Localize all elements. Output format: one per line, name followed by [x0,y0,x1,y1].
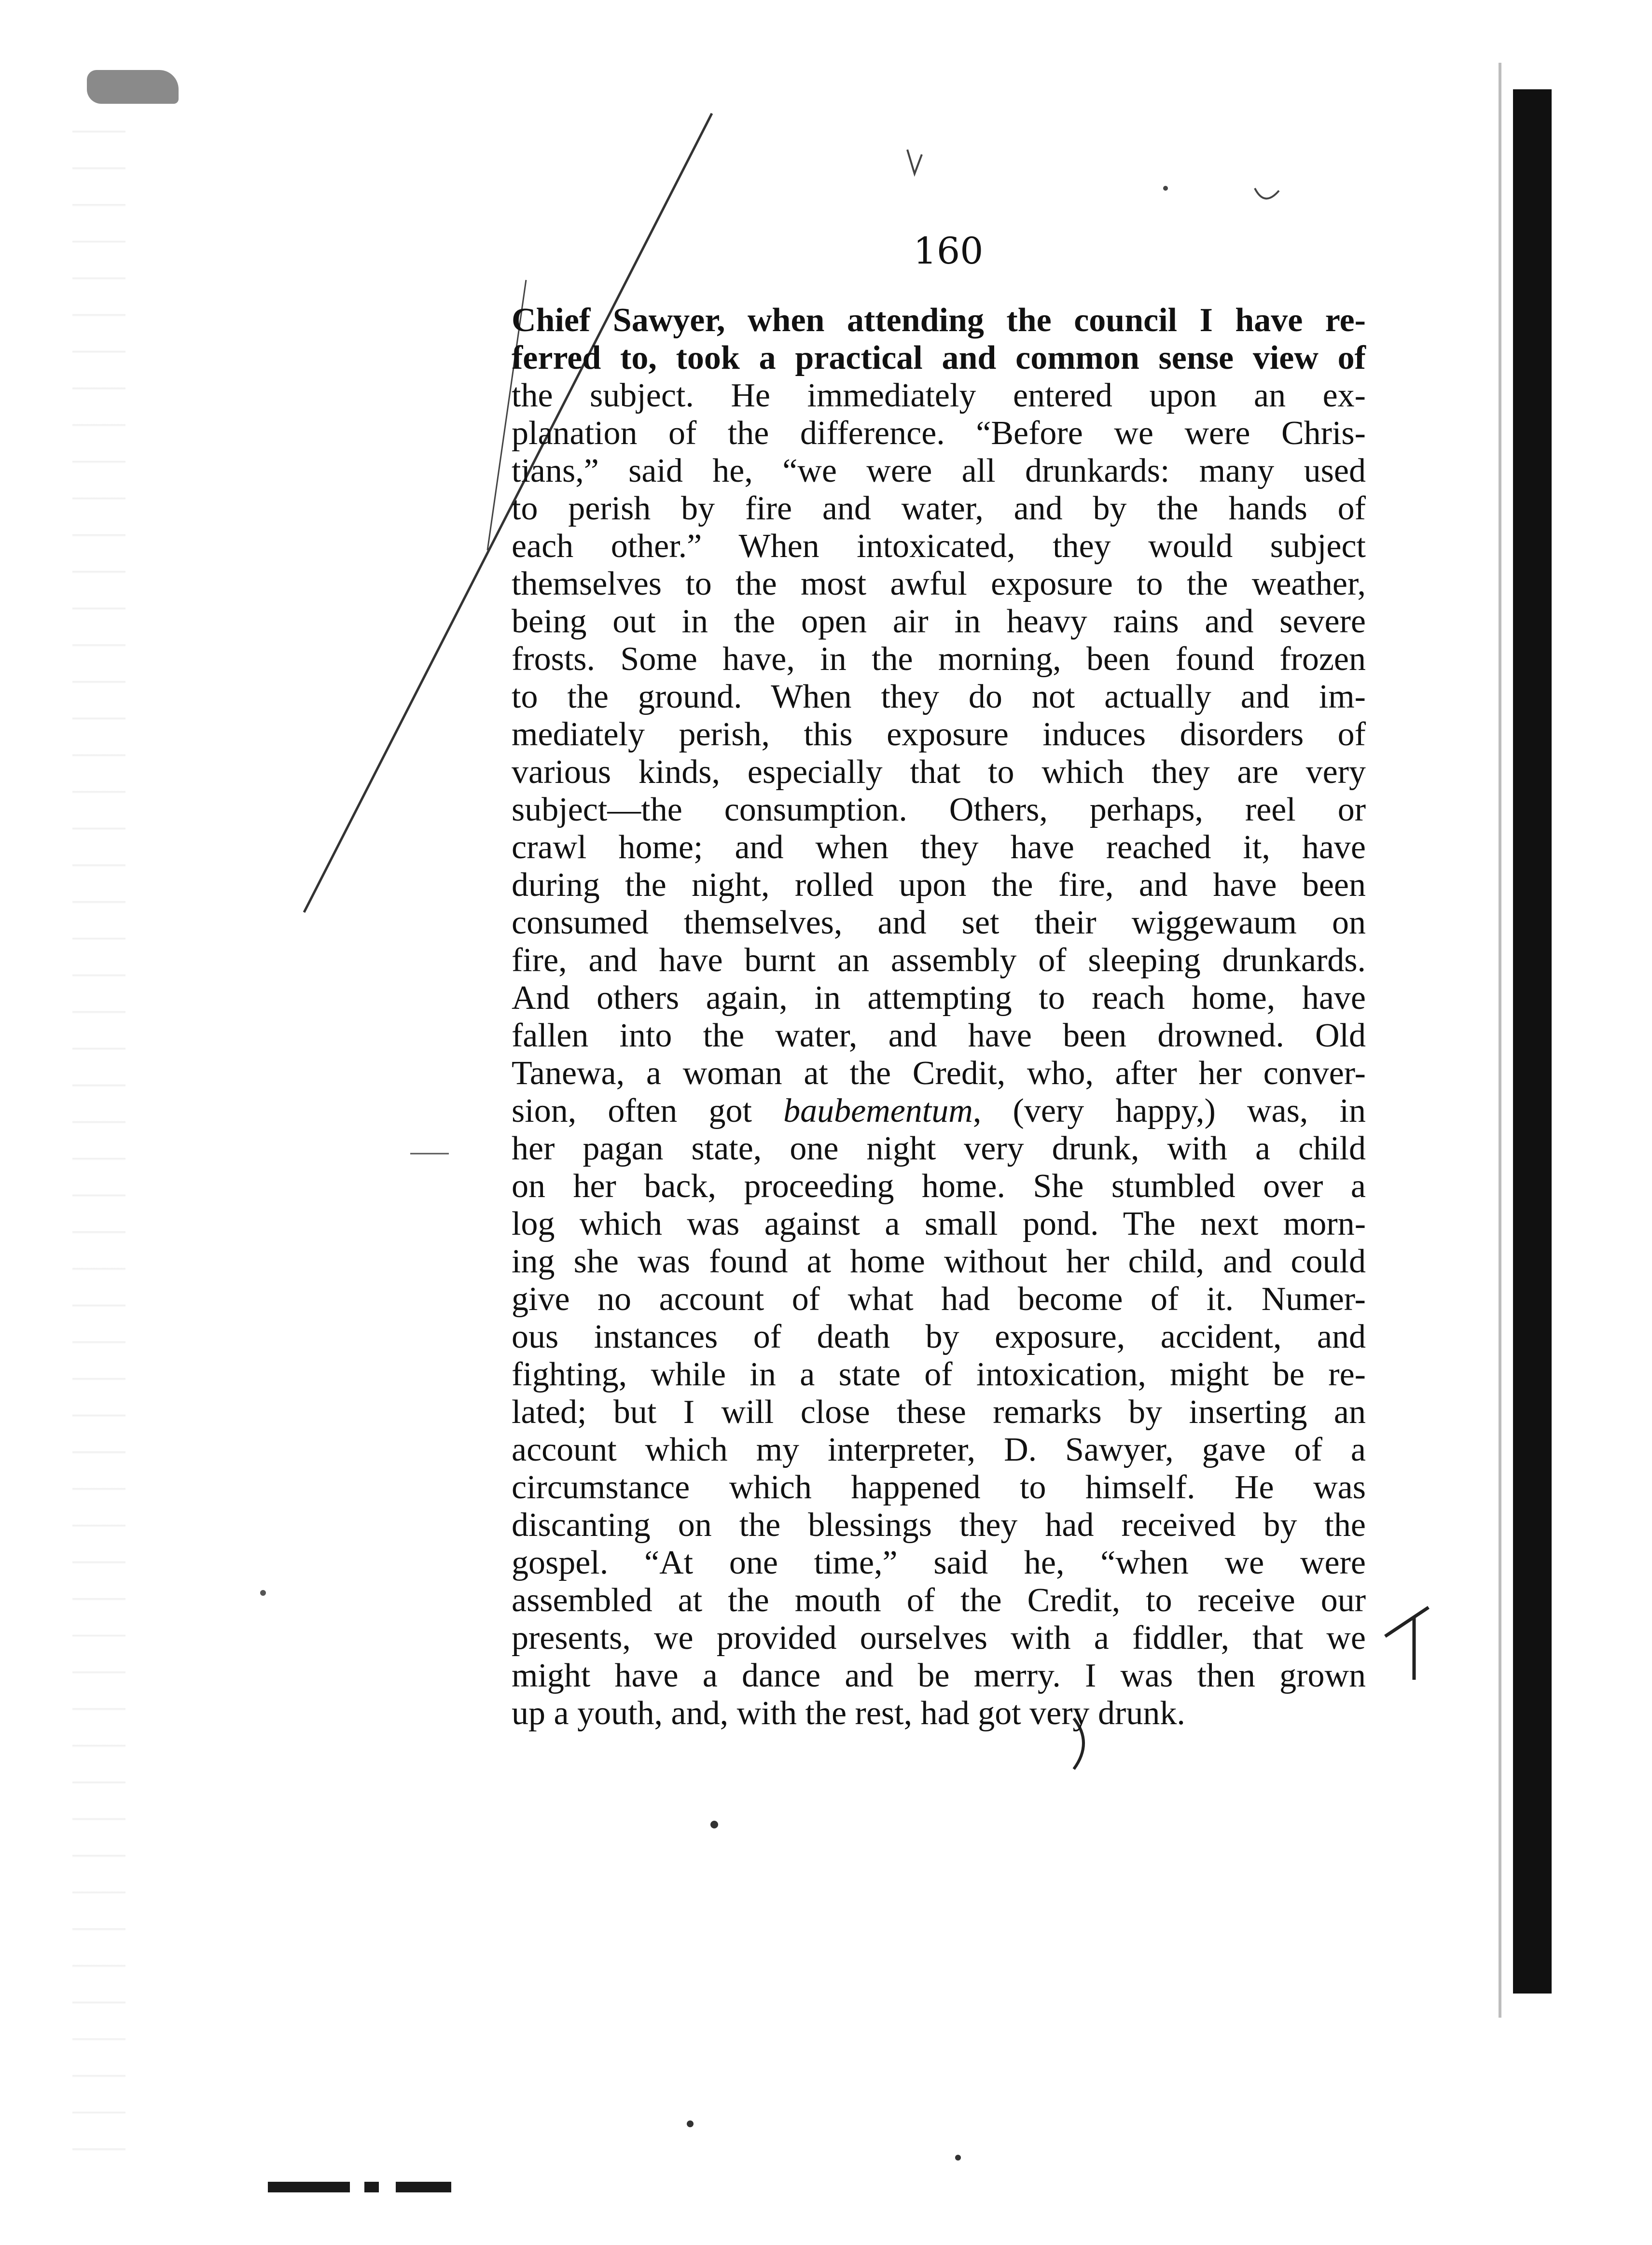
speck [955,2155,961,2161]
text-line: crawl home; and when they have reached it, have [512,829,1366,866]
text-line: Chief Sawyer, when attending the council I have re- [512,302,1366,339]
text-line: to the ground. When they do not actually and im- [512,678,1366,715]
text-line: ferred to, took a practical and common sense view of [512,339,1366,376]
text-line: presents, we provided ourselves with a fiddler, that we [512,1619,1366,1657]
text-line: various kinds, especially that to which they are very [512,753,1366,791]
speck [260,1590,266,1596]
italic-word: baubementum [783,1092,973,1129]
text-line: give no account of what had become of it. Numer- [512,1281,1366,1318]
text-line: ing she was found at home without her child, and could [512,1243,1366,1280]
text-line: during the night, rolled upon the fire, and have been [512,866,1366,904]
speck [710,1821,718,1828]
text-line: account which my interpreter, D. Sawyer, gave of a [512,1431,1366,1468]
text-line: her pagan state, one night very drunk, with a child [512,1130,1366,1167]
text-line: planation of the difference. “Before we were Chris- [512,415,1366,452]
pencil-bracket-right [1385,1607,1429,1680]
body-text [512,302,1366,1732]
speck [1163,186,1168,191]
speck [687,2120,694,2127]
pencil-mark-v [1255,188,1279,198]
text-line: on her back, proceeding home. She stumbled over a [512,1168,1366,1205]
text-line: being out in the open air in heavy rains and severe [512,603,1366,640]
text-line: fighting, while in a state of intoxication, might be re- [512,1356,1366,1393]
pencil-mark-top [907,150,922,174]
text-line: themselves to the most awful exposure to the weather, [512,565,1366,602]
text-line: up a youth, and, with the rest, had got very drunk. [512,1695,1185,1732]
text-line: to perish by fire and water, and by the hands of [512,490,1366,527]
text-line: tians,” said he, “we were all drunkards: many used [512,452,1366,489]
text-line: discanting on the blessings they had received by the [512,1506,1366,1544]
text-line: might have a dance and be merry. I was then grown [512,1657,1366,1694]
text-line: circumstance which happened to himself. He was [512,1469,1366,1506]
text-line: ous instances of death by exposure, accident, and [512,1318,1366,1355]
text-line: consumed themselves, and set their wiggewaum on [512,904,1366,941]
text-line: gospel. “At one time,” said he, “when we were [512,1544,1366,1581]
text-line: log which was against a small pond. The next morn- [512,1205,1366,1242]
text-line: subject—the consumption. Others, perhaps, reel or [512,791,1366,828]
text-line: assembled at the mouth of the Credit, to receive our [512,1582,1366,1619]
text-line: fire, and have burnt an assembly of sleeping drunkards. [512,942,1366,979]
text-line: mediately perish, this exposure induces disorders of [512,716,1366,753]
text-line: fallen into the water, and have been drowned. Old [512,1017,1366,1054]
text-line: Tanewa, a woman at the Credit, who, after her conver- [512,1055,1366,1092]
page-number: 160 [913,229,984,272]
text-line: sion, often got baubementum, (very happy,) was, in [512,1092,1366,1129]
text-line: each other.” When intoxicated, they would subject [512,528,1366,565]
text-line: frosts. Some have, in the morning, been found frozen [512,641,1366,678]
text-line: the subject. He immediately entered upon an ex- [512,377,1366,414]
text-line: And others again, in attempting to reach home, have [512,979,1366,1017]
text-line: lated; but I will close these remarks by inserting an [512,1394,1366,1431]
